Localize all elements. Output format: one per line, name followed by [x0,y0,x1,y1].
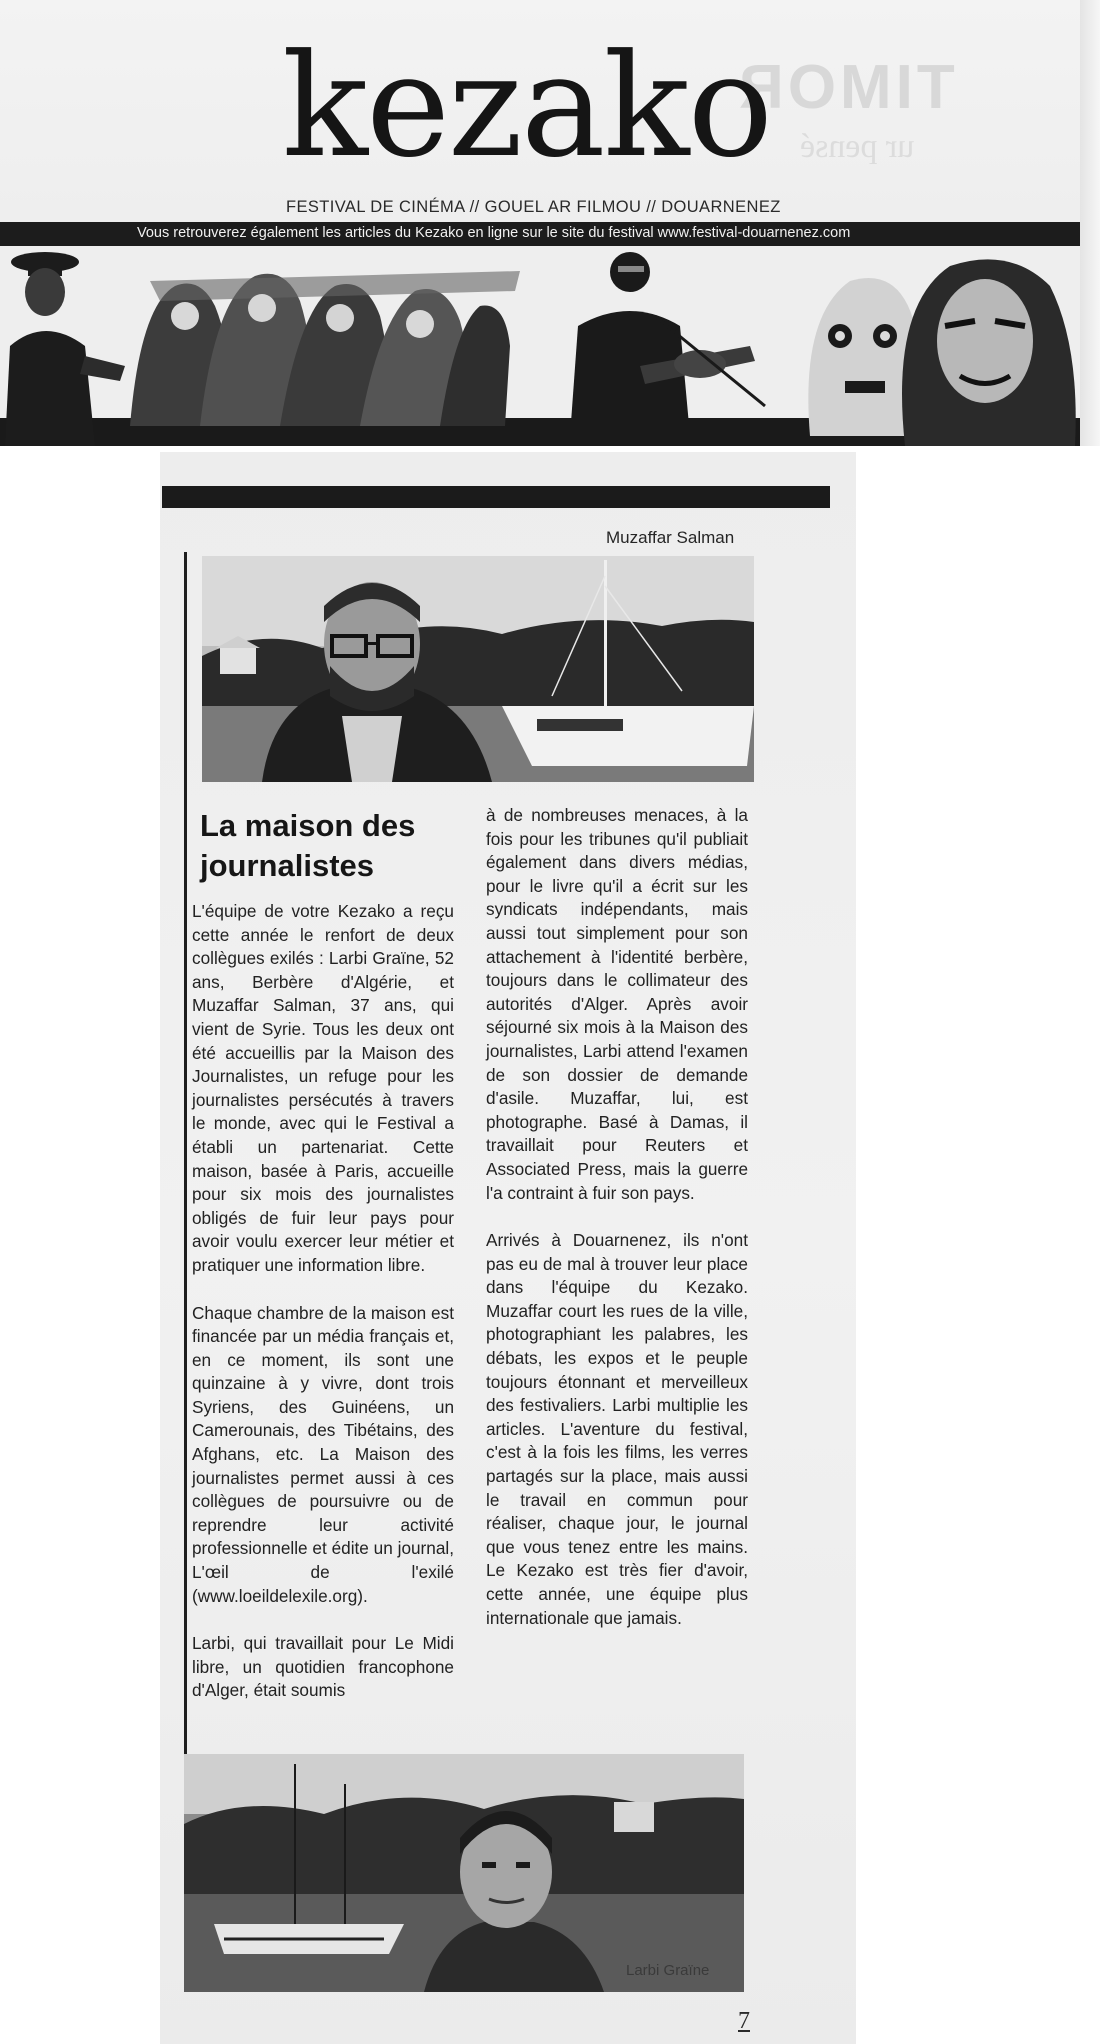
article-paragraph: à de nombreuses menaces, à la fois pour les tribunes qu'il publiait également dans divers médias, pour le livre qu'il a écrit sur les syndicats indépendants, mais aussi tout simplement pour son attachement à l'identité berbère, toujours dans le collimateur des autorités d'Alger. Après avoir séjourné six mois à la Maison des journalistes, Larbi attend l'examen de son dossier de demande d'asile. Muzaffar, lui, est photographe. Basé à Damas, il travaillait pour Reuters et Associated Press, mais la guerre l'a contraint à fuir son pays. [486,805,748,1203]
masthead-banner-text: Vous retrouverez également les articles du Kezako en ligne sur le site du festival www.festival-douarnenez.com [137,225,851,241]
article-column-left [192,900,454,1727]
scan-edge [1080,0,1100,446]
portrait-photo-port [184,1754,744,1992]
article-column-right [486,804,748,1654]
page-number: 7 [738,2008,750,2034]
photo-credit-bottom: Larbi Graïne [626,1962,710,1979]
photo-credit-top: Muzaffar Salman [606,528,735,547]
article-scan [160,452,856,2044]
bleed-through-ghost-subtext: ur pensé [800,128,915,165]
article-header-bar [162,486,830,508]
article-paragraph: Arrivés à Douarnenez, ils n'ont pas eu de mal à trouver leur place dans l'équipe du Kezako. Muzaffar court les rues de la ville, photographiant les palabres, les débats, les expos et le peuple toujours étonnant et merveilleux des festivaliers. Larbi multiplie les articles. L'aventure du festival, c'est à la fois les films, les verres partagés sur la place, mais aussi le travail en commun pour réaliser, chaque jour, le journal que vous tenez entre les mains. Le Kezako est très fier d'avoir, cette année, une équipe plus internationale que jamais. [486,1230,748,1628]
portrait-photo-harbor [202,556,754,782]
article-paragraph: L'équipe de votre Kezako a reçu cette année le renfort de deux collègues exilés : Larbi Graïne, 52 ans, Berbère d'Algérie, et Muzaffar Salman, 37 ans, qui vient de Syrie. Tous les deux ont été accueillis par la Maison des Journalistes, un refuge pour les journalistes persécutés à travers le monde, avec qui le Festival a établi un partenariat. Cette maison, basée à Paris, accueille pour six mois des journalistes obligés de fuir leur pays pour avoir voulu exercer leur métier et pratiquer une information libre. [192,901,454,1275]
newspaper-logo: kezako [282,24,772,189]
article-paragraph: Larbi, qui travaillait pour Le Midi libre, un quotidien francophone d'Alger, était soumis [192,1633,454,1701]
masthead-scan [0,0,1100,446]
masthead-illustration [0,246,1080,446]
article-paragraph: Chaque chambre de la maison est financée par un média français et, en ce moment, ils sont une quinzaine à y vivre, dont trois Syriens, des Guinéens, un Camerounais, des Tibétains, des Afghans, etc. La Maison des journalistes permet aussi à ces collègues de poursuivre ou de reprendre leur activité professionnelle et édite un journal, L'œil de l'exilé (www.loeildelexile.org). [192,1302,454,1606]
article-headline: La maison des journalistes [200,808,416,883]
festival-tagline: FESTIVAL DE CINÉMA // GOUEL AR FILMOU // DOUARNENEZ [286,198,781,216]
masked-faces-illustration [808,259,1075,446]
bleed-through-ghost-text: TIMOR [735,53,955,122]
masthead-banner-bar [0,222,1080,246]
